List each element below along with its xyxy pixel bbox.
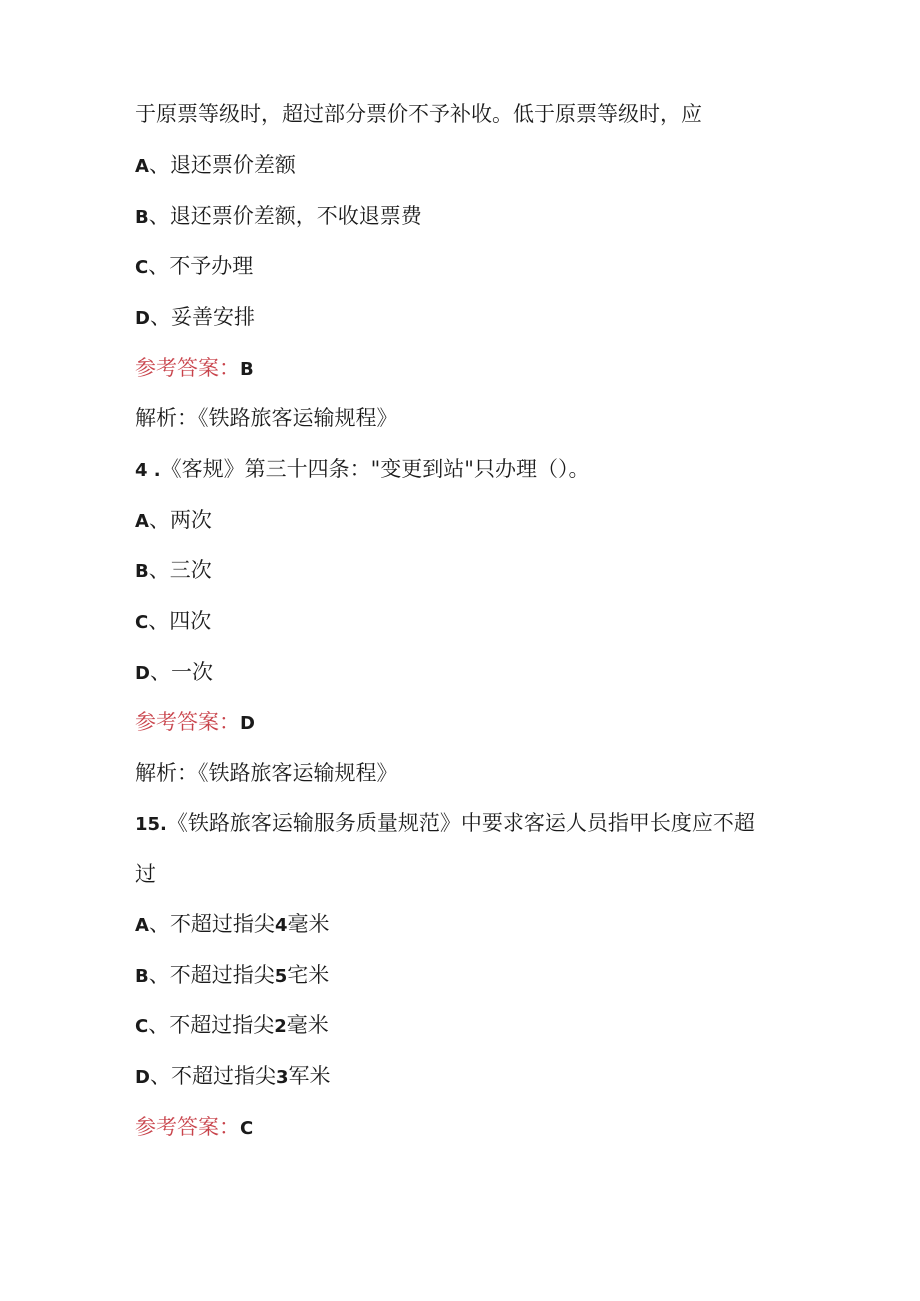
analysis: 解析：《铁路旅客运输规程》 [135,406,398,430]
option-d [135,657,213,689]
option-number: 2 [274,1016,287,1037]
option-b [135,960,329,992]
question-4 [135,454,589,486]
option-letter: B [135,561,149,582]
option-text: 不超过指尖 [169,963,275,987]
option-letter: C [135,612,149,633]
question-text: 《铁路旅客运输服务质量规范》中要求客运人员指甲长度应不超 [166,811,755,835]
option-sep: 、 [148,254,170,278]
option-text: 不超过指尖 [169,1013,275,1037]
option-letter: C [135,1016,149,1037]
option-text: 一次 [170,660,213,684]
option-a [135,150,296,182]
option-sep: 、 [148,204,170,228]
option-text: 退还票价差额 [169,153,296,177]
option-letter: D [135,1067,150,1088]
answer-value: B [240,359,254,380]
answer-label: 参考答案： [135,710,240,734]
option-d [135,1061,330,1093]
option-text: 两次 [169,508,212,532]
option-sep: 、 [148,1013,170,1037]
option-text: 四次 [169,609,212,633]
option-letter: A [135,511,149,532]
option-letter: A [135,156,149,177]
option-letter: B [135,966,149,987]
option-text: 不超过指尖 [170,1064,276,1088]
question-15 [135,808,755,840]
option-unit: 毫米 [287,912,330,936]
option-sep: 、 [149,660,171,684]
question-text: 《客规》第三十四条："变更到站"只办理（）。 [160,457,590,481]
option-letter: A [135,915,149,936]
option-c [135,1010,329,1042]
answer-value: C [240,1118,254,1139]
option-unit: 军米 [288,1064,331,1088]
reference-answer [135,353,254,385]
option-text: 不超过指尖 [169,912,275,936]
option-number: 5 [274,966,288,987]
option-text: 妥善安排 [170,305,255,329]
option-sep: 、 [149,305,171,329]
option-a [135,909,329,941]
option-sep: 、 [148,558,170,582]
question-number: 15. [135,814,167,835]
reference-answer [135,707,255,739]
option-c [135,606,211,638]
option-letter: D [135,663,150,684]
answer-label: 参考答案： [135,356,240,380]
option-c [135,251,253,283]
option-text: 不予办理 [169,254,254,278]
option-number: 3 [275,1067,289,1088]
question-15-continuation: 过 [135,862,156,886]
option-a [135,505,212,537]
option-letter: D [135,308,150,329]
reference-answer [135,1112,253,1144]
analysis: 解析：《铁路旅客运输规程》 [135,761,398,785]
option-d [135,302,255,334]
answer-value: D [240,713,255,734]
option-b [135,201,422,233]
option-unit: 宅米 [287,963,330,987]
option-number: 4 [274,915,288,936]
question-continuation: 于原票等级时，超过部分票价不予补收。低于原票等级时，应 [135,102,702,126]
option-sep: 、 [148,963,170,987]
option-sep: 、 [148,153,170,177]
question-number: 4 [135,460,148,481]
option-sep: 、 [148,508,170,532]
option-letter: C [135,257,149,278]
question-number-sep: . [147,460,161,481]
option-unit: 毫米 [286,1013,329,1037]
option-sep: 、 [148,609,170,633]
answer-label: 参考答案： [135,1115,240,1139]
option-text: 三次 [169,558,212,582]
option-text: 退还票价差额，不收退票费 [169,204,422,228]
option-b [135,555,212,587]
option-letter: B [135,207,149,228]
option-sep: 、 [148,912,170,936]
option-sep: 、 [149,1064,171,1088]
